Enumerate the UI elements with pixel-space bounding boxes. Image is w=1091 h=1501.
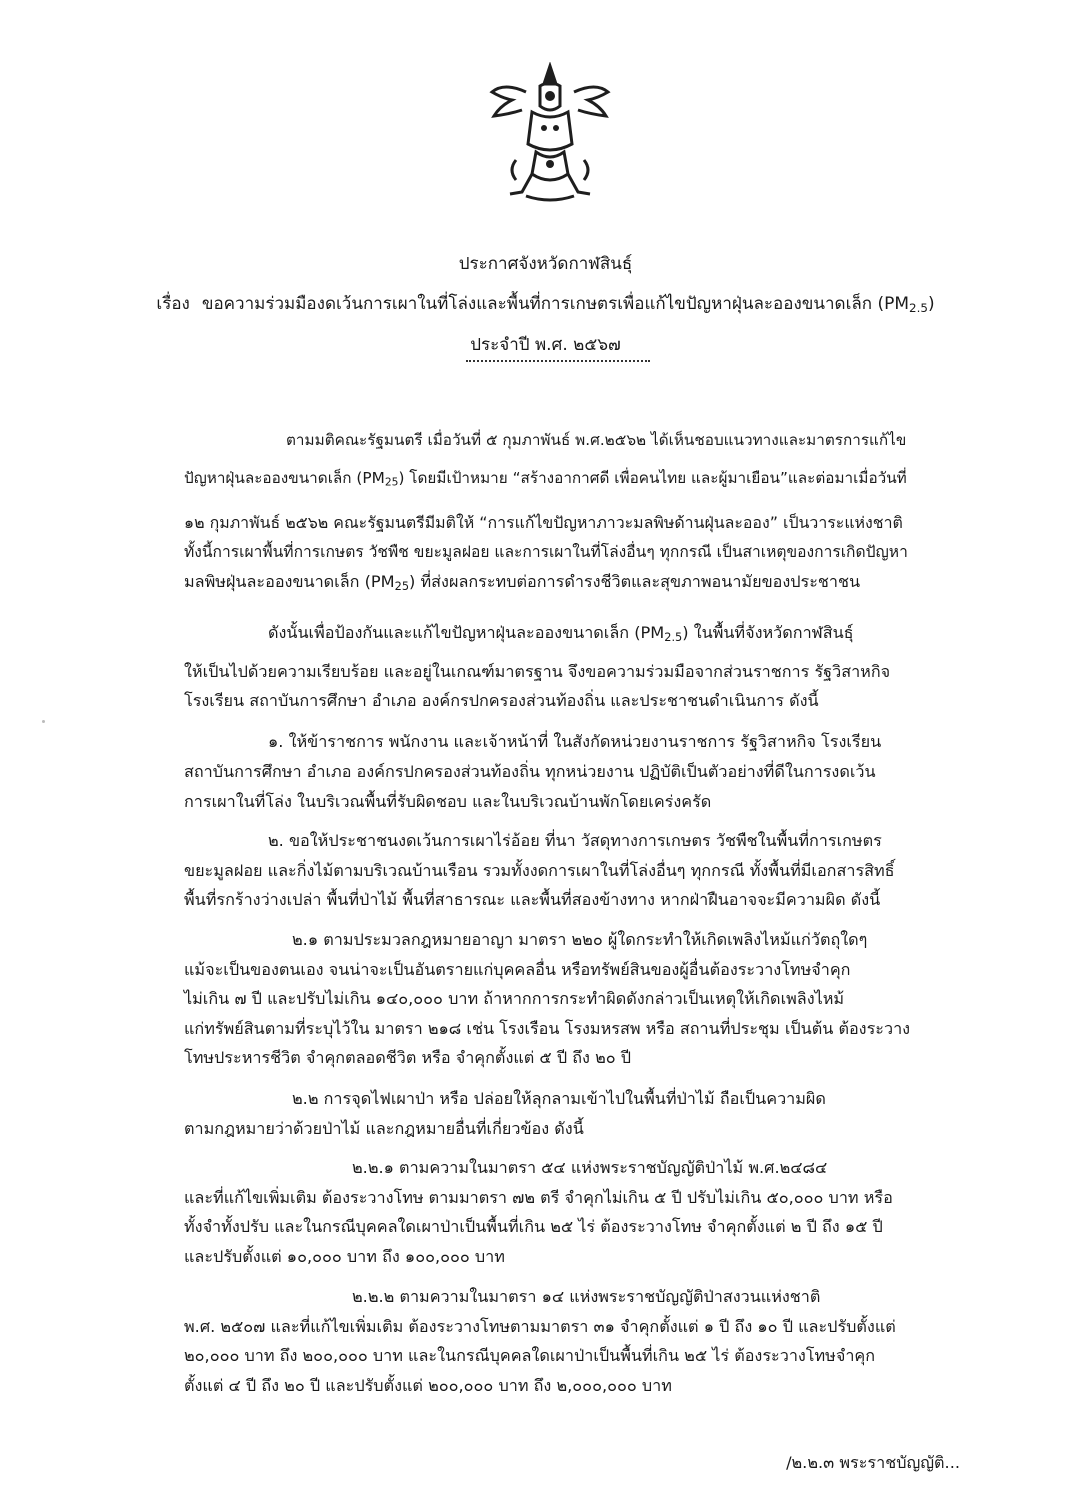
garuda-emblem-icon bbox=[486, 62, 614, 204]
p1-line-4: ทั้งนี้การเผาพื้นที่การเกษตร วัชพืช ขยะมูลฝอย และการเผาในที่โล่งอื่นๆ ทุกกรณี เป็นสาเหตุของการเกิดปัญหา bbox=[184, 543, 908, 561]
announcement-year: ประจำปี พ.ศ. ๒๕๖๗ bbox=[470, 335, 621, 355]
announcement-subject bbox=[0, 292, 1091, 320]
subject-text: ขอความร่วมมืองดเว้นการเผาในที่โล่งและพื้นที่การเกษตรเพื่อแก้ไขปัญหาฝุ่นละอองขนาดเล็ก (PM bbox=[201, 294, 910, 314]
p2-line-3: โรงเรียน สถาบันการศึกษา อำเภอ องค์กรปกครองส่วนท้องถิ่น และประชาชนดำเนินการ ดังนี้ bbox=[184, 691, 819, 710]
item2-2-2-line-2: พ.ศ. ๒๕๐๗ และที่แก้ไขเพิ่มเติม ต้องระวางโทษตามมาตรา ๓๑ จำคุกตั้งแต่ ๑ ปี ถึง ๑๐ ปี และปรับตั้งแต่ bbox=[184, 1317, 896, 1336]
item2-1-line-3: ไม่เกิน ๗ ปี และปรับไม่เกิน ๑๔๐,๐๐๐ บาท ถ้าหากการกระทำผิดดังกล่าวเป็นเหตุให้เกิดเพลิงไหม้ bbox=[184, 989, 845, 1008]
announcement-title: ประกาศจังหวัดกาฬสินธุ์ bbox=[458, 254, 633, 274]
item2-2-1-line-3: ทั้งจำทั้งปรับ และในกรณีบุคคลใดเผาป่าเป็นพื้นที่เกิน ๒๕ ไร่ ต้องระวางโทษ จำคุกตั้งแต่ ๒ ปี ถึง ๑๕ ปี bbox=[184, 1217, 883, 1236]
subject-subscript: 2.5 bbox=[909, 300, 928, 315]
item2-line-3: พื้นที่รกร้างว่างเปล่า พื้นที่ป่าไม้ พื้นที่สาธารณะ และพื้นที่สองข้างทาง หากฝ่าฝืนอาจจะมีความผิด ดังนี้ bbox=[184, 890, 881, 909]
item2-2-2-line-3: ๒๐,๐๐๐ บาท ถึง ๒๐๐,๐๐๐ บาท และในกรณีบุคคลใดเผาป่าเป็นพื้นที่เกิน ๒๕ ไร่ ต้องระวางโทษจำคุก bbox=[184, 1346, 876, 1365]
subject-label: เรื่อง bbox=[156, 294, 190, 314]
item2-1-line-4: แก่ทรัพย์สินตามที่ระบุไว้ใน มาตรา ๒๑๘ เช่น โรงเรือน โรงมหรสพ หรือ สถานที่ประชุม เป็นต้น ต้องระวาง bbox=[184, 1019, 911, 1038]
item2-1-line-2: แม้จะเป็นของตนเอง จนน่าจะเป็นอันตรายแก่บุคคลอื่น หรือทรัพย์สินของผู้อื่นต้องระวางโทษจำคุก bbox=[184, 960, 851, 979]
item2-2-2-line-4: ตั้งแต่ ๔ ปี ถึง ๒๐ ปี และปรับตั้งแต่ ๒๐๐,๐๐๐ บาท ถึง ๒,๐๐๐,๐๐๐ บาท bbox=[184, 1376, 672, 1395]
item2-2-line-2: ตามกฎหมายว่าด้วยป่าไม้ และกฎหมายอื่นที่เกี่ยวข้อง ดังนี้ bbox=[184, 1119, 584, 1138]
divider bbox=[466, 360, 650, 362]
item2-2-1-line-2: และที่แก้ไขเพิ่มเติม ต้องระวางโทษ ตามมาตรา ๗๒ ตรี จำคุกไม่เกิน ๕ ปี ปรับไม่เกิน ๕๐,๐๐๐ บาท หรือ bbox=[184, 1188, 893, 1207]
p1-line-3: ๑๒ กุมภาพันธ์ ๒๕๖๒ คณะรัฐมนตรีมีมติให้ “การแก้ไขปัญหาภาวะมลพิษด้านฝุ่นละออง” เป็นวาระแห่งชาติ bbox=[184, 513, 903, 532]
item2-2-1-line-4: และปรับตั้งแต่ ๑๐,๐๐๐ บาท ถึง ๑๐๐,๐๐๐ บาท bbox=[184, 1247, 505, 1266]
item2-2-1-line-1: ๒.๒.๑ ตามความในมาตรา ๕๔ แห่งพระราชบัญญัติป่าไม้ พ.ศ.๒๔๘๔ bbox=[352, 1158, 828, 1177]
item1-line-1: ๑. ให้ข้าราชการ พนักงาน และเจ้าหน้าที่ ในสังกัดหน่วยงานราชการ รัฐวิสาหกิจ โรงเรียน bbox=[268, 732, 882, 751]
p1-line-5: มลพิษฝุ่นละอองขนาดเล็ก $(PM_{25})$ ที่ส่งผลกระทบต่อการดำรงชีวิตและสุขภาพอนามัยของประชาชน bbox=[184, 572, 861, 593]
item2-line-2: ขยะมูลฝอย และกิ่งไม้ตามบริเวณบ้านเรือน รวมทั้งงดการเผาในที่โล่งอื่นๆ ทุกกรณี ทั้งพื้นที่มีเอกสารสิทธิ์ bbox=[184, 861, 895, 880]
item2-2-line-1: ๒.๒ การจุดไฟเผาป่า หรือ ปล่อยให้ลุกลามเข้าไปในพื้นที่ป่าไม้ ถือเป็นความผิด bbox=[292, 1089, 826, 1108]
item2-1-line-5: โทษประหารชีวิต จำคุกตลอดชีวิต หรือ จำคุกตั้งแต่ ๕ ปี ถึง ๒๐ ปี bbox=[184, 1048, 632, 1067]
scan-speck bbox=[42, 720, 45, 723]
subject-end: ) bbox=[927, 294, 935, 314]
item1-line-3: การเผาในที่โล่ง ในบริเวณพื้นที่รับผิดชอบ และในบริเวณบ้านพักโดยเคร่งครัด bbox=[184, 792, 712, 811]
item1-line-2: สถาบันการศึกษา อำเภอ องค์กรปกครองส่วนท้องถิ่น ทุกหน่วยงาน ปฏิบัติเป็นตัวอย่างที่ดีในการงดเว้น bbox=[184, 762, 876, 781]
p2-line-1: ดังนั้นเพื่อป้องกันและแก้ไขปัญหาฝุ่นละอองขนาดเล็ก $(PM_{2.5})$ ในพื้นที่จังหวัดกาฬสินธุ์ bbox=[268, 623, 854, 644]
p1-line-1: ตามมติคณะรัฐมนตรี เมื่อวันที่ ๕ กุมภาพันธ์ พ.ศ.๒๕๖๒ ได้เห็นชอบแนวทางและมาตรการแก้ไข bbox=[286, 431, 907, 449]
item2-line-1: ๒. ขอให้ประชาชนงดเว้นการเผาไร่อ้อย ที่นา วัสดุทางการเกษตร วัชพืชในพื้นที่การเกษตร bbox=[268, 831, 882, 850]
continuation-note: /๒.๒.๓ พระราชบัญญัติ... bbox=[786, 1453, 960, 1472]
p1-line-2: ปัญหาฝุ่นละอองขนาดเล็ก $(PM_{25})$ โดยมีเป้าหมาย “สร้างอากาศดี เพื่อคนไทย และผู้มาเยือน”และต่อมาเมื่อวันที่ bbox=[184, 469, 907, 489]
p2-line-2: ให้เป็นไปด้วยความเรียบร้อย และอยู่ในเกณฑ์มาตรฐาน จึงขอความร่วมมือจากส่วนราชการ รัฐวิสาหกิจ bbox=[184, 662, 891, 681]
item2-2-2-line-1: ๒.๒.๒ ตามความในมาตรา ๑๔ แห่งพระราชบัญญัติป่าสงวนแห่งชาติ bbox=[352, 1287, 821, 1306]
item2-1-line-1: ๒.๑ ตามประมวลกฎหมายอาญา มาตรา ๒๒๐ ผู้ใดกระทำให้เกิดเพลิงไหม้แก่วัตถุใดๆ bbox=[292, 930, 868, 949]
